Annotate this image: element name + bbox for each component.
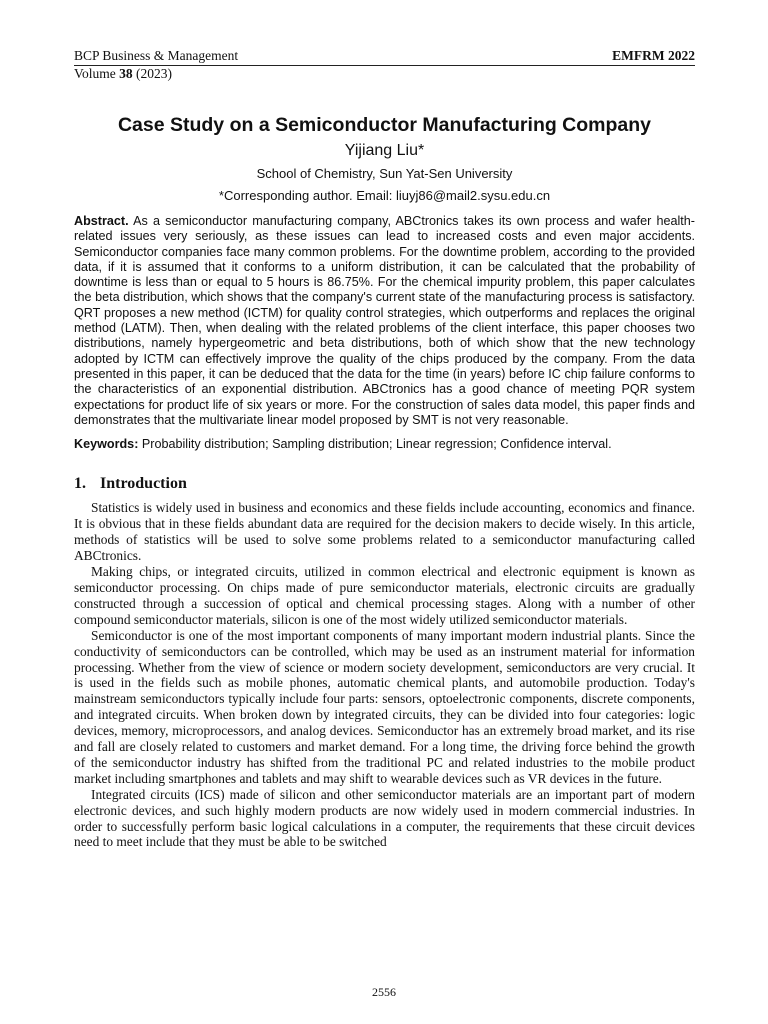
corresponding-author: *Corresponding author. Email: liuyj86@mail2.sysu.edu.cn: [218, 188, 551, 203]
header-top-row: [74, 48, 695, 66]
paragraph: Statistics is widely used in business and economics and these fields include accounting, economics and finance. It is obvious that in these fields abundant data are required for the decision makers to decide wisely. In this article, methods of statistics will be used to solve some problems related to a semiconductor manufacturing called ABCtronics.: [74, 500, 695, 564]
affiliation: School of Chemistry, Sun Yat-Sen University: [256, 166, 513, 181]
abstract: [74, 214, 695, 428]
section-body: [74, 500, 695, 850]
paragraph: Making chips, or integrated circuits, utilized in common electrical and electronic equipment is known as semiconductor processing. On chips made of pure semiconductor materials, electronic circuits are gradually constructed through a succession of optical and chemical processing stages. Along with a number of other compound semiconductor materials, silicon is one of the most widely utilized semiconductor materials.: [74, 564, 695, 627]
volume-year: (2023): [132, 66, 173, 81]
page-number: 2556: [372, 985, 396, 999]
keywords-text: Probability distribution; Sampling distribution; Linear regression; Confidence interval.: [138, 437, 612, 452]
keywords: [74, 437, 695, 452]
section-heading-introduction: [74, 474, 695, 494]
section-title: Introduction: [100, 475, 187, 493]
paragraph: Semiconductor is one of the most important components of many important modern industrial plants. Since the conductivity of semiconductors can be controlled, which may be used as an instrument material for information processing. Whether from the view of science or modern society development, semiconductors are very crucial. It is used in the fields such as mobile phones, automatic chemical plants, and automobile production. Today's mainstream semiconductors typically include four parts: sensors, optoelectronic components, discrete components, and integrated circuits. When broken down by integrated circuits, they can be divided into four categories: logic devices, memory, microprocessors, and analog devices. Semiconductor has an extremely broad market, and its rise and fall are closely related to customers and market demand. For a long time, the driving force behind the growth of the semiconductor industry has shifted from the traditional PC and related industries to the mobile product market including smartphones and tablets and may shift to wearable devices such as VR devices in the future.: [74, 627, 695, 786]
paper-title: Case Study on a Semiconductor Manufacturing Company: [117, 114, 652, 136]
volume-prefix: Volume: [74, 66, 120, 81]
conference-name: EMFRM 2022: [612, 48, 695, 63]
volume-number: 38: [119, 66, 133, 81]
author-name: Yijiang Liu*: [344, 142, 425, 159]
paragraph: Integrated circuits (ICS) made of silicon and other semiconductor materials are an important part of modern electronic devices, and such highly modern products are now widely used in modern commercial industries. In order to successfully perform basic logical calculations in a computer, the requirements that these circuit devices need to meet include that they must be able to be switched: [74, 786, 695, 850]
section-number: 1.: [74, 475, 86, 493]
abstract-label: Abstract.: [74, 214, 129, 228]
journal-name: BCP Business & Management: [74, 48, 239, 63]
running-header: [74, 48, 695, 82]
keywords-label: Keywords:: [74, 437, 139, 452]
volume-line: [74, 66, 695, 82]
abstract-text: As a semiconductor manufacturing company, ABCtronics takes its own process and wafer health-related issues very seriously, as these issues can lead to increased costs and even major accidents. Semiconductor companies face many common problems. For the downtime problem, according to the provided data, if it is assumed that it conforms to a uniform distribution, it can be calculated that the probability of downtime is less than or equal to 5 hours is 86.75%. For the chemical impurity problem, this paper calculates the beta distribution, which shows that the company's current state of the manufacturing process is satisfactory. QRT proposes a new method (ICTM) for quality control strategies, which outperforms and replaces the original method (LATM). Then, when dealing with the related problems of the client interface, this paper chooses two distributions, namely hypergeometric and beta distributions, both of which show that the new technology adopted by ICTM can effectively improve the quality of the chips produced by the company. From the data presented in this paper, it can be deduced that the data for the time (in years) before IC chip failure conforms to the characteristics of an exponential distribution. ABCtronics has a good chance of meeting PQR system expectations for product life of six years or more. For the construction of sales data model, this paper finds and demonstrates that the multivariate linear model proposed by SMT is not very reasonable.: [74, 214, 695, 427]
paper-page: [74, 48, 695, 850]
